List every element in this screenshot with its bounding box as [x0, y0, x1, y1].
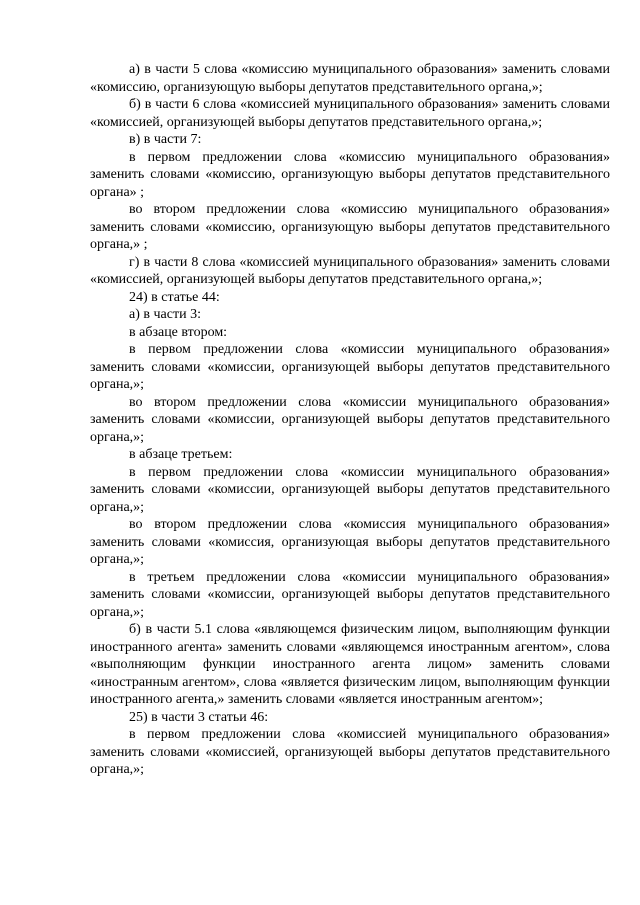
paragraph: в) в части 7: [129, 132, 202, 147]
paragraph: во втором предложении слова «комиссию муниципального образования» заменить словами «комиссию, организующую выборы депутатов представительного органа,» ; [90, 202, 610, 252]
paragraph: во втором предложении слова «комиссия муниципального образования» заменить словами «комиссия, организующая выборы депутатов представительного органа,»; [90, 517, 610, 567]
paragraph: а) в части 5 слова «комиссию муниципального образования» заменить словами «комиссию, организующую выборы депутатов представительного органа,»; [90, 62, 610, 95]
document-page [90, 61, 610, 779]
paragraph: а) в части 3: [129, 307, 201, 322]
paragraph: б) в части 6 слова «комиссией муниципального образования» заменить словами «комиссией, организующей выборы депутатов представительного органа,»; [90, 97, 610, 130]
paragraph: в первом предложении слова «комиссию муниципального образования» заменить словами «комиссию, организующую выборы депутатов представительного органа» ; [90, 149, 610, 200]
paragraph: в первом предложении слова «комиссии муниципального образования» заменить словами «комиссии, организующей выборы депутатов представительного органа,»; [90, 464, 610, 515]
paragraph: в первом предложении слова «комиссии муниципального образования» заменить словами «комиссии, организующей выборы депутатов представительного органа,»; [90, 342, 610, 392]
paragraph: в первом предложении слова «комиссией муниципального образования» заменить словами «комиссией, организующей выборы депутатов представительного органа,»; [90, 727, 610, 777]
paragraph: в третьем предложении слова «комиссии муниципального образования» заменить словами «комиссии, организующей выборы депутатов представительного органа,»; [90, 569, 610, 620]
paragraph: 25) в части 3 статьи 46: [129, 709, 269, 725]
paragraph: в абзаце третьем: [129, 447, 233, 462]
paragraph: 24) в статье 44: [129, 289, 220, 305]
paragraph: в абзаце втором: [129, 324, 228, 340]
paragraph: г) в части 8 слова «комиссией муниципального образования» заменить словами «комиссией, организующей выборы депутатов представительного органа,»; [90, 254, 610, 287]
paragraph: во втором предложении слова «комиссии муниципального образования» заменить словами «комиссии, организующей выборы депутатов представительного органа,»; [90, 394, 610, 445]
paragraph: б) в части 5.1 слова «являющемся физическим лицом, выполняющим функции иностранного агента» заменить словами «являющемся иностранным агентом», слова «выполняющим функции иностранного агента лицом» заменить словами «иностранным агентом», слова «является физическим лицом, выполняющим функции иностранного агента,» заменить словами «является иностранным агентом»; [90, 622, 610, 707]
